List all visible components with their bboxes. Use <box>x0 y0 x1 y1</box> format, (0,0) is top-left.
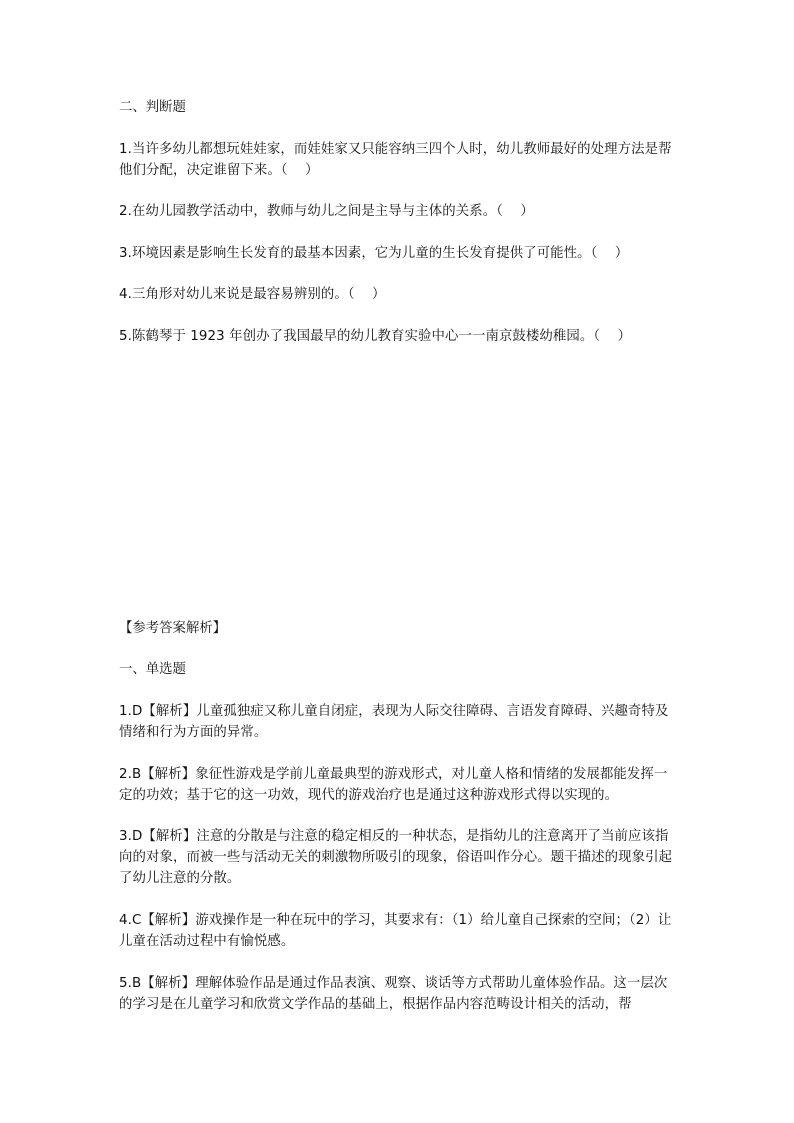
answer-item-1: 1.D【解析】儿童孤独症又称儿童自闭症，表现为人际交往障碍、言语发育障碍、兴趣奇特及情绪和行为方面的异常。 <box>119 704 669 740</box>
answer-item-3: 3.D【解析】注意的分散是与注意的稳定相反的一种状态，是指幼儿的注意离开了当前应该指向的对象，而被一些与活动无关的刺激物所吸引的现象，俗语叫作分心。题干描述的现象引起了幼儿注意的分散。 <box>119 829 673 886</box>
answer-item-4: 4.C【解析】游戏操作是一种在玩中的学习，其要求有：（1）给儿童自己探索的空间；（2）让儿童在活动过程中有愉悦感。 <box>119 913 672 949</box>
judgment-question-4: 4.三角形对幼儿来说是最容易辨别的。（ ） <box>119 287 386 302</box>
judgment-question-1: 1.当许多幼儿都想玩娃娃家，而娃娃家又只能容纳三四个人时，幼儿教师最好的处理方法是帮他们分配，决定谁留下来。（ ） <box>119 142 672 178</box>
answer-item-5: 5.B【解析】理解体验作品是通过作品表演、观察、谈话等方式帮助儿童体验作品。这一层次的学习是在儿童学习和欣赏文学作品的基础上，根据作品内容范畴设计相关的活动，帮 <box>119 976 668 1012</box>
section-title-judgment: 二、判断题 <box>119 100 186 115</box>
judgment-question-3: 3.环境因素是影响生长发育的最基本因素，它为儿童的生长发育提供了可能性。（ ） <box>119 246 629 261</box>
answer-item-2: 2.B【解析】象征性游戏是学前儿童最典型的游戏形式，对儿童人格和情绪的发展都能发挥一定的功效；基于它的这一功效，现代的游戏治疗也是通过这种游戏形式得以实现的。 <box>119 767 668 803</box>
answers-title: 【参考答案解析】 <box>119 621 227 636</box>
judgment-question-5: 5.陈鹤琴于 1923 年创办了我国最早的幼儿教育实验中心一一南京鼓楼幼稚园。（ ） <box>119 329 632 344</box>
judgment-question-2: 2.在幼儿园教学活动中，教师与幼儿之间是主导与主体的关系。（ ） <box>119 204 534 219</box>
answers-subsection-title: 一、单选题 <box>119 662 186 677</box>
